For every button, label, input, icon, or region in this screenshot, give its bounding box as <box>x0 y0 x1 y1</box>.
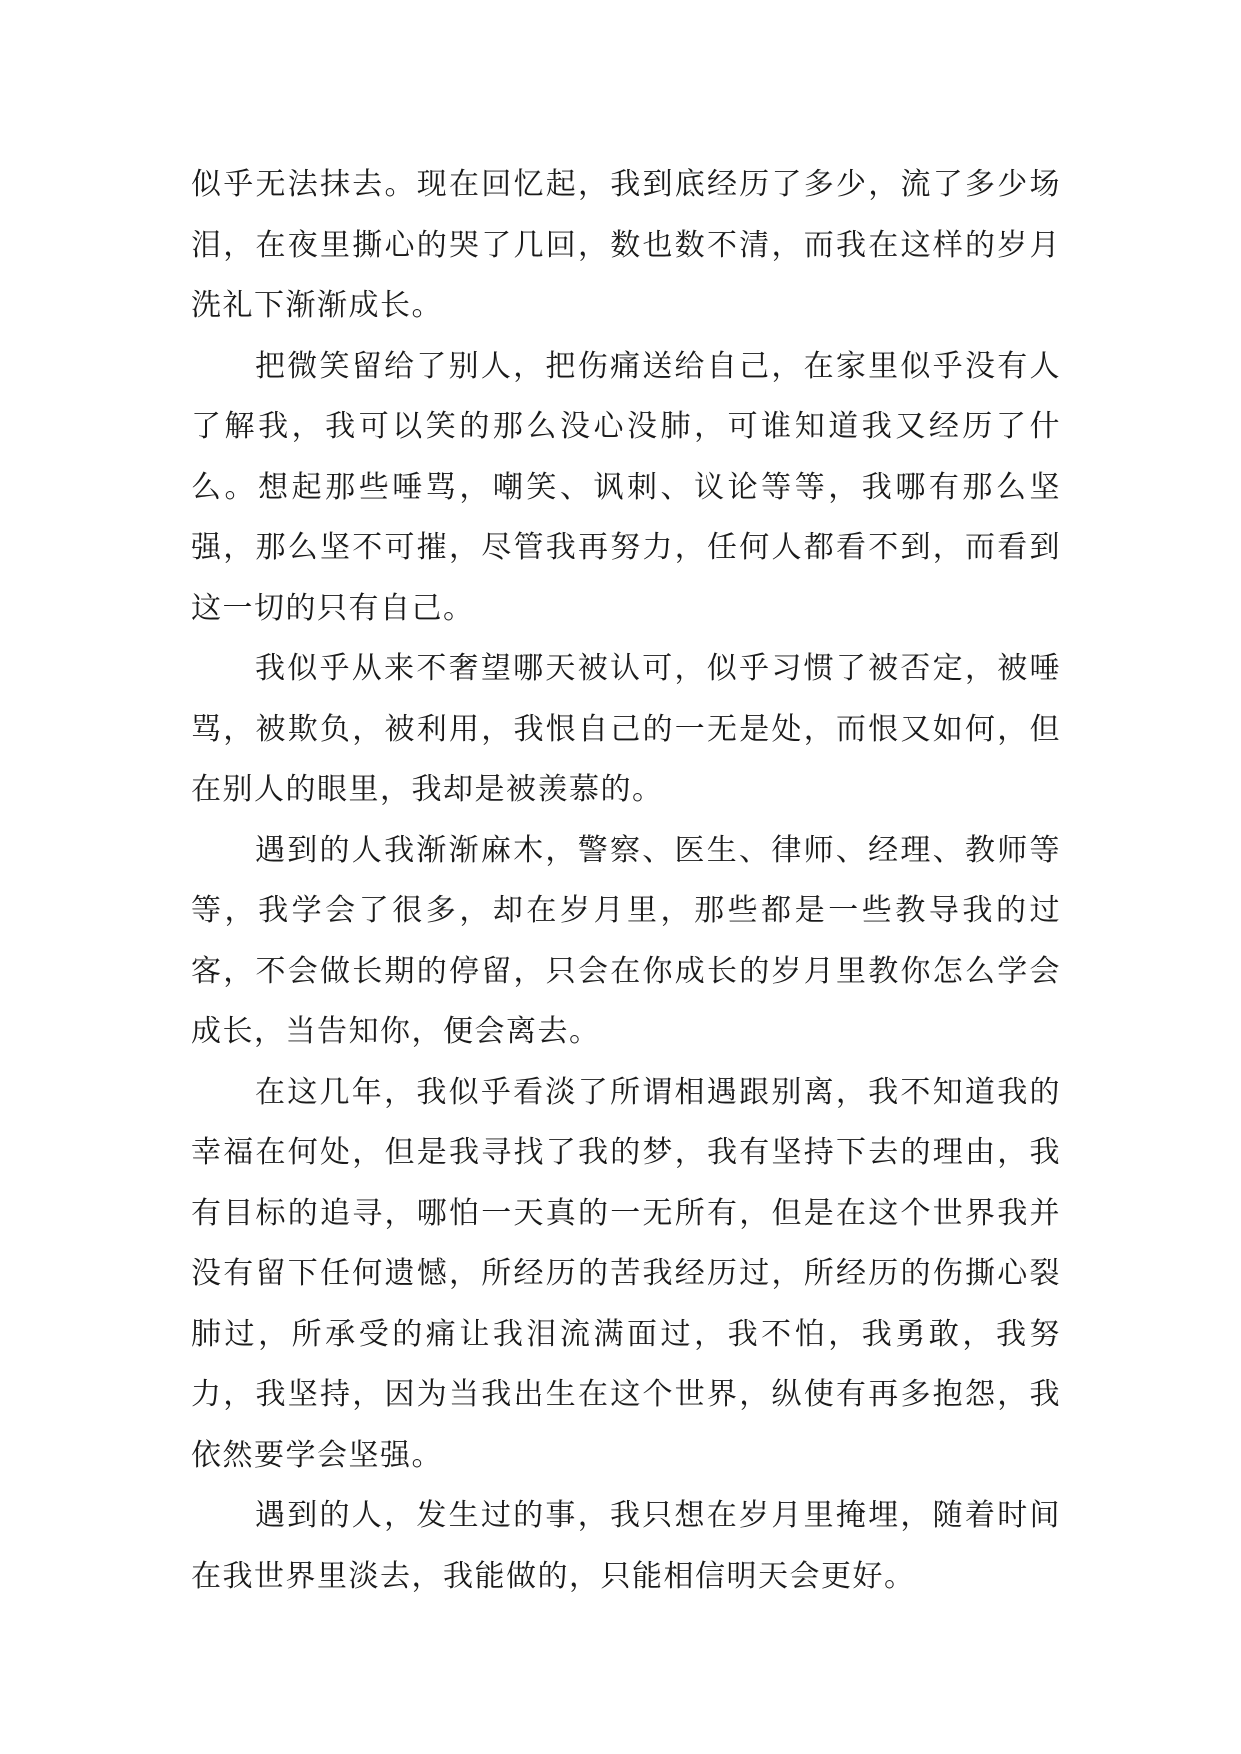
paragraph-3: 我似乎从来不奢望哪天被认可，似乎习惯了被否定，被唾骂，被欺负，被利用，我恨自己的一无是处，而恨又如何，但在别人的眼里，我却是被羡慕的。 <box>191 651 1061 807</box>
paragraph-5: 在这几年，我似乎看淡了所谓相遇跟别离，我不知道我的幸福在何处，但是我寻找了我的梦，我有坚持下去的理由，我有目标的追寻，哪怕一天真的一无所有，但是在这个世界我并没有留下任何遗憾，所经历的苦我经历过，所经历的伤撕心裂肺过，所承受的痛让我泪流满面过，我不怕，我勇敢，我努力，我坚持，因为当我出生在这个世界，纵使有再多抱怨，我依然要学会坚强。 <box>191 1074 1061 1473</box>
document-body <box>191 155 1061 1607</box>
paragraph-6: 遇到的人，发生过的事，我只想在岁月里掩埋，随着时间在我世界里淡去，我能做的，只能相信明天会更好。 <box>191 1498 1061 1594</box>
paragraph-1: 似乎无法抹去。现在回忆起，我到底经历了多少，流了多少场泪，在夜里撕心的哭了几回，数也数不清，而我在这样的岁月洗礼下渐渐成长。 <box>191 167 1061 323</box>
paragraph-4: 遇到的人我渐渐麻木，警察、医生、律师、经理、教师等等，我学会了很多，却在岁月里，那些都是一些教导我的过客，不会做长期的停留，只会在你成长的岁月里教你怎么学会成长，当告知你，便会离去。 <box>191 832 1061 1049</box>
paragraph-2: 把微笑留给了别人，把伤痛送给自己，在家里似乎没有人了解我，我可以笑的那么没心没肺，可谁知道我又经历了什么。想起那些唾骂，嘲笑、讽刺、议论等等，我哪有那么坚强，那么坚不可摧，尽管我再努力，任何人都看不到，而看到这一切的只有自己。 <box>191 348 1061 626</box>
